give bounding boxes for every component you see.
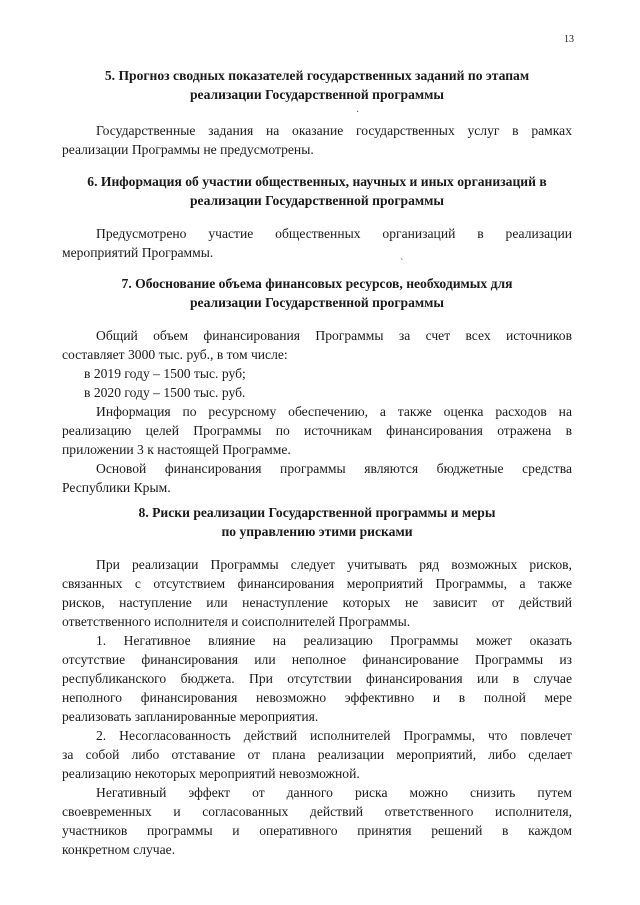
heading-line: 7. Обоснование объема финансовых ресурсов, необходимых для <box>121 276 513 291</box>
section-8-body <box>62 555 572 859</box>
text-line: составляет 3000 тыс. руб., в том числе: <box>62 347 288 362</box>
text-line: Информация по ресурсному обеспечению, а также оценка расходов на <box>96 404 572 419</box>
text-line: в 2019 году – 1500 тыс. руб; <box>84 366 246 381</box>
text-line: Негативный эффект от данного риска можно снизить путем <box>96 785 572 800</box>
text-line: мероприятий Программы. <box>62 245 214 260</box>
text-line: в 2020 году – 1500 тыс. руб. <box>84 385 246 400</box>
text-line: реализацию целей Программы по источникам финансирования отражена в <box>62 423 572 438</box>
text-line: республиканского бюджета. При отсутствии финансирования или в случае <box>62 671 572 686</box>
page-number: 13 <box>564 34 574 45</box>
text-line: При реализации Программы следует учитывать ряд возможных рисков, <box>96 557 572 572</box>
section-6-heading <box>62 172 572 210</box>
heading-line: реализации Государственной программы <box>189 193 445 208</box>
text-line: реализации Программы не предусмотрены. <box>62 142 314 157</box>
text-line: неполного финансирования невозможно эффективно и в полной мере <box>62 690 572 705</box>
scan-speck: ` <box>400 258 404 269</box>
heading-line: 6. Информация об участии общественных, научных и иных организаций в <box>87 174 547 189</box>
text-line: Предусмотрено участие общественных организаций в реализации <box>96 226 572 241</box>
scan-speck: · <box>356 107 360 118</box>
heading-line: 5. Прогноз сводных показателей государственных заданий по этапам <box>104 68 530 83</box>
section-8-heading <box>62 503 572 541</box>
text-line: Общий объем финансирования Программы за счет всех источников <box>96 328 572 343</box>
text-line: Государственные задания на оказание государственных услуг в рамках <box>96 123 572 138</box>
section-5-paragraph <box>62 121 572 159</box>
text-line: приложении 3 к настоящей Программе. <box>62 442 291 457</box>
heading-line: реализации Государственной программы <box>189 295 445 310</box>
section-7-heading <box>62 274 572 312</box>
text-line: Основой финансирования программы являются бюджетные средства <box>96 461 572 476</box>
text-line: связанных с отсутствием финансирования мероприятий Программы, а также <box>62 576 572 591</box>
heading-line: реализации Государственной программы <box>189 87 445 102</box>
text-line: 2. Несогласованность действий исполнителей Программы, что повлечет <box>96 728 572 743</box>
text-line: участников программы и оперативного принятия решений в каждом <box>62 823 572 838</box>
text-line: 1. Негативное влияние на реализацию Программы может оказать <box>96 633 572 648</box>
text-line: конкретном случае. <box>62 842 176 857</box>
text-line: реализовать запланированные мероприятия. <box>62 709 319 724</box>
heading-line: 8. Риски реализации Государственной программы и меры <box>138 505 496 520</box>
section-6-paragraph <box>62 224 572 262</box>
text-line: своевременных и согласованных действий ответственного исполнителя, <box>62 804 572 819</box>
text-line: рисков, наступление или ненаступление которых не зависит от действий <box>62 595 572 610</box>
text-line: Республики Крым. <box>62 480 171 495</box>
text-line: реализацию некоторых мероприятий невозможной. <box>62 766 360 781</box>
section-7-body <box>62 326 572 497</box>
section-5-heading <box>62 66 572 104</box>
heading-line: по управлению этими рисками <box>221 524 413 539</box>
text-line: ответственного исполнителя и соисполнителей Программы. <box>62 614 411 629</box>
text-line: отсутствие финансирования или неполное финансирование Программы из <box>62 652 572 667</box>
text-line: за собой либо отставание от плана реализации мероприятий, либо сделает <box>62 747 572 762</box>
